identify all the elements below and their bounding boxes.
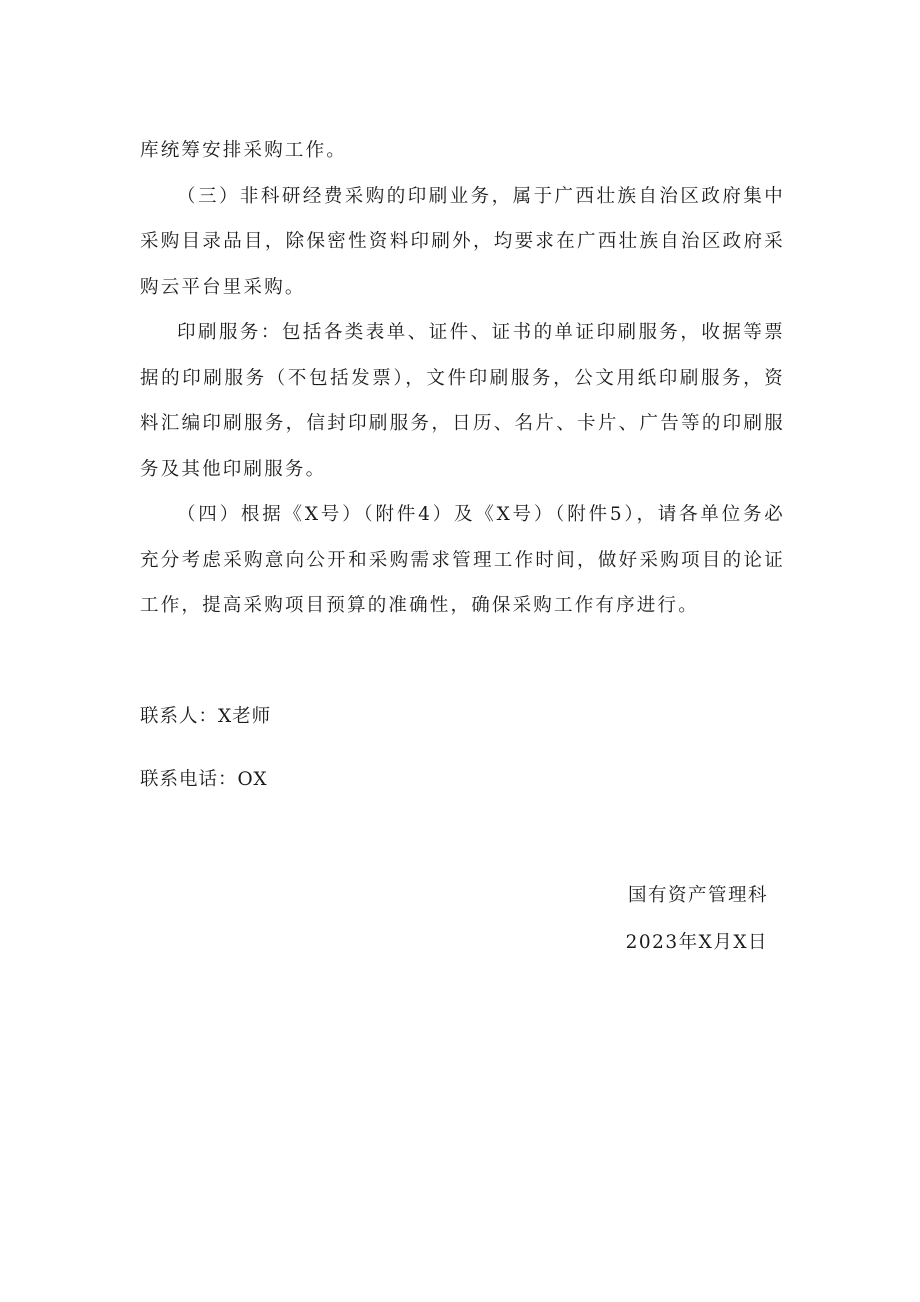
contact-person: 联系人：X老师 xyxy=(140,706,272,727)
paragraph-item-three: （三）非科研经费采购的印刷业务，属于广西壮族自治区政府集中采购目录品目，除保密性资料印刷外，均要求在广西壮族自治区政府采购云平台里采购。 xyxy=(140,185,785,298)
paragraph-printing-services: 印刷服务：包括各类表单、证件、证书的单证印刷服务，收据等票据的印刷服务（不包括发票），文件印刷服务，公文用纸印刷服务，资料汇编印刷服务，信封印刷服务，日历、名片、卡片、广告等的印刷服务及其他印刷服务。 xyxy=(140,322,785,480)
contact-phone: 联系电话：OX xyxy=(140,769,268,790)
document-body xyxy=(140,128,785,629)
paragraph-item-four: （四）根据《X号）（附件4）及《X号）（附件5），请各单位务必充分考虑采购意向公开和采购需求管理工作时间，做好采购项目的论证工作，提高采购项目预算的准确性，确保采购工作有序进行。 xyxy=(140,504,785,616)
paragraph-continuation: 库统筹安排采购工作。 xyxy=(140,140,348,161)
signature-department: 国有资产管理科 xyxy=(627,885,768,906)
signature-date: 2023年X月X日 xyxy=(625,932,768,953)
